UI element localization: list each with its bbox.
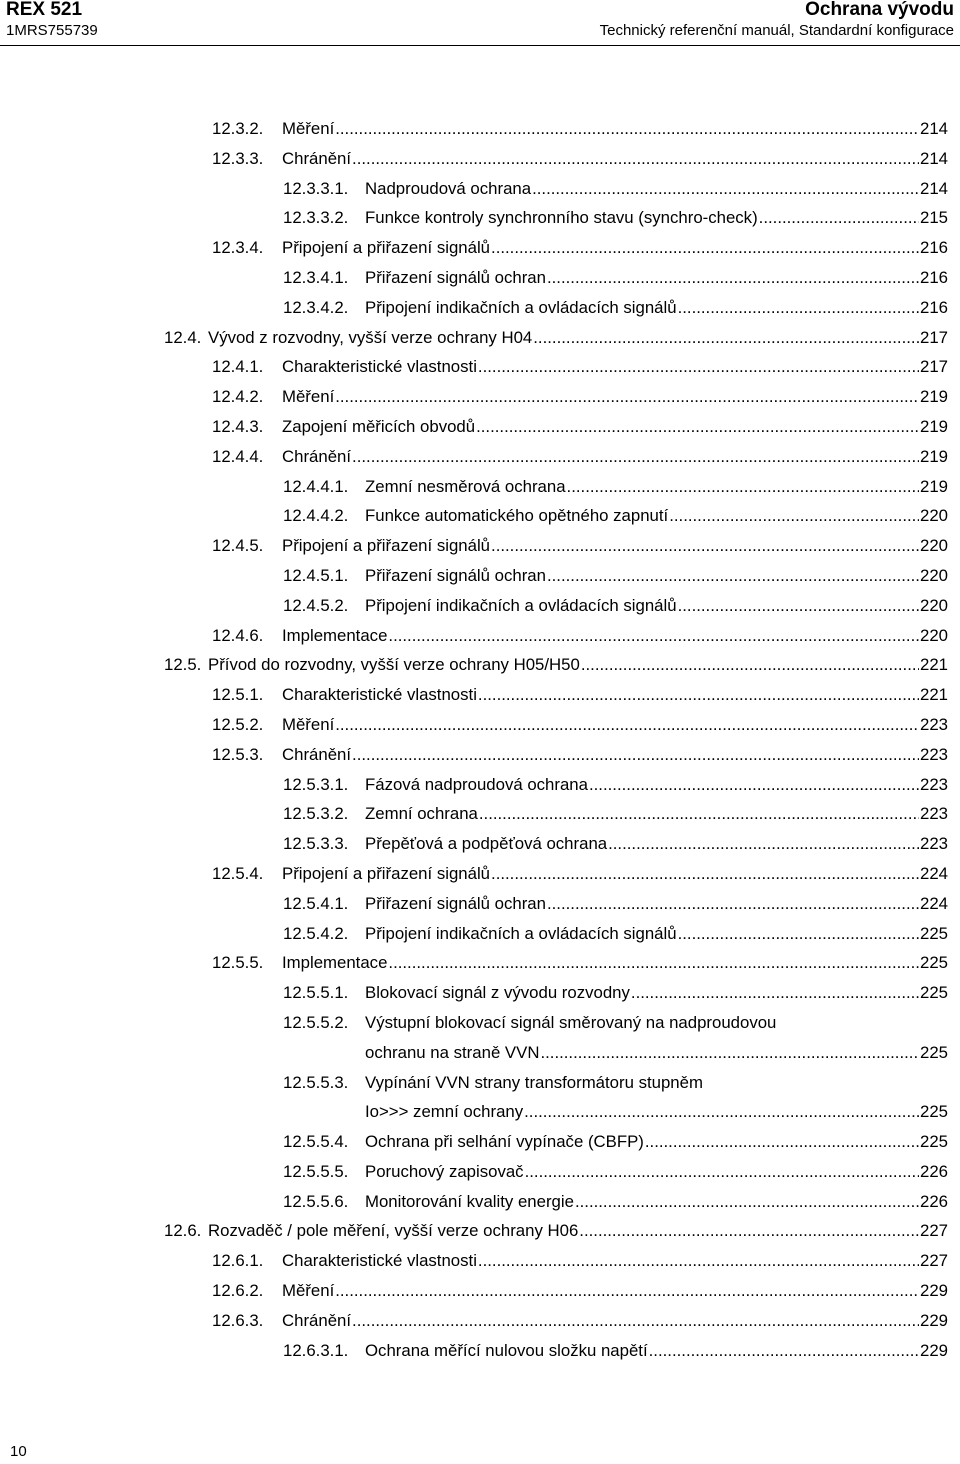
toc-leader-dots	[678, 293, 919, 323]
toc-leader-dots	[335, 382, 919, 412]
toc-entry[interactable]	[0, 382, 960, 412]
toc-entry-number: 12.5.3.3.	[283, 834, 349, 854]
toc-entry[interactable]	[0, 710, 960, 740]
toc-leader-dots	[547, 263, 919, 293]
toc-entry[interactable]	[0, 442, 960, 472]
toc-entry-number: 12.6.	[164, 1221, 202, 1241]
toc-entry[interactable]	[0, 1157, 960, 1187]
toc-entry-title: Připojení a přiřazení signálů	[282, 536, 491, 556]
toc-entry-title: Funkce kontroly synchronního stavu (synchro-check)	[365, 208, 758, 228]
toc-entry[interactable]	[0, 263, 960, 293]
toc-entry[interactable]	[0, 174, 960, 204]
toc-entry-continuation[interactable]	[0, 1038, 960, 1068]
toc-entry-page: 227	[920, 1221, 948, 1241]
toc-leader-dots	[759, 203, 919, 233]
toc-entry[interactable]	[0, 770, 960, 800]
toc-entry[interactable]	[0, 114, 960, 144]
toc-leader-dots	[581, 650, 919, 680]
document-id: 1MRS755739	[6, 22, 98, 39]
toc-leader-dots	[547, 889, 919, 919]
toc-entry[interactable]	[0, 919, 960, 949]
toc-entry[interactable]	[0, 799, 960, 829]
toc-entry-number: 12.4.3.	[212, 416, 264, 436]
toc-leader-dots	[532, 174, 919, 204]
toc-leader-dots	[478, 1246, 919, 1276]
toc-entry-page: 219	[920, 476, 948, 496]
toc-entry-page: 226	[920, 1161, 948, 1181]
toc-entry-title: Zemní ochrana	[365, 804, 478, 824]
toc-entry[interactable]	[0, 859, 960, 889]
toc-entry-continuation[interactable]	[0, 1097, 960, 1127]
toc-entry-title: Přepěťová a podpěťová ochrana	[365, 834, 608, 854]
toc-entry[interactable]	[0, 1306, 960, 1336]
section-title: Ochrana vývodu	[805, 0, 954, 20]
toc-leader-dots	[352, 442, 919, 472]
toc-entry-page: 214	[920, 178, 948, 198]
toc-leader-dots	[524, 1097, 919, 1127]
toc-entry[interactable]	[0, 144, 960, 174]
toc-leader-dots	[352, 144, 919, 174]
toc-entry-title: Chránění	[282, 1310, 352, 1330]
toc-entry[interactable]	[0, 1246, 960, 1276]
toc-entry-number: 12.5.5.1.	[283, 983, 349, 1003]
toc-entry-title: Chránění	[282, 744, 352, 764]
toc-leader-dots	[669, 501, 919, 531]
toc-entry-page: 220	[920, 536, 948, 556]
toc-leader-dots	[533, 323, 919, 353]
toc-entry[interactable]	[0, 412, 960, 442]
toc-entry-number: 12.6.3.1.	[283, 1340, 349, 1360]
toc-entry-number: 12.5.5.2.	[283, 1012, 349, 1032]
toc-entry-title: Zemní nesměrová ochrana	[365, 476, 566, 496]
toc-entry[interactable]	[0, 1187, 960, 1217]
toc-entry-title: Připojení a přiřazení signálů	[282, 863, 491, 883]
toc-entry-number: 12.3.4.2.	[283, 297, 349, 317]
toc-leader-dots	[388, 948, 919, 978]
toc-entry-number: 12.4.4.1.	[283, 476, 349, 496]
toc-leader-dots	[631, 978, 919, 1008]
toc-entry-number: 12.5.5.	[212, 953, 264, 973]
toc-entry-page: 220	[920, 506, 948, 526]
toc-entry[interactable]	[0, 621, 960, 651]
toc-leader-dots	[540, 1038, 919, 1068]
toc-entry-title: Chránění	[282, 446, 352, 466]
toc-entry-number: 12.5.5.5.	[283, 1161, 349, 1181]
toc-entry-number: 12.5.1.	[212, 685, 264, 705]
toc-leader-dots	[589, 770, 919, 800]
toc-entry-title: Přiřazení signálů ochran	[365, 267, 546, 287]
toc-entry-number: 12.5.3.2.	[283, 804, 349, 824]
toc-entry-page: 223	[920, 714, 948, 734]
toc-entry-number: 12.5.3.	[212, 744, 264, 764]
toc-entry-title: Implementace	[282, 953, 388, 973]
toc-entry-number: 12.5.4.	[212, 863, 264, 883]
toc-entry-title: Přiřazení signálů ochran	[365, 893, 546, 913]
toc-entry[interactable]	[0, 352, 960, 382]
toc-entry-title: Monitorování kvality energie	[365, 1191, 574, 1211]
toc-entry-title: Měření	[282, 1281, 335, 1301]
toc-entry[interactable]	[0, 1276, 960, 1306]
toc-entry-number: 12.5.5.3.	[283, 1072, 349, 1092]
toc-entry-number: 12.3.3.	[212, 148, 264, 168]
toc-entry[interactable]	[0, 203, 960, 233]
toc-entry-page: 225	[920, 1042, 948, 1062]
toc-entry-number: 12.4.4.	[212, 446, 264, 466]
toc-entry-title: Rozvaděč / pole měření, vyšší verze ochrany H06	[208, 1221, 579, 1241]
table-of-contents	[0, 114, 960, 1365]
header-right	[600, 0, 954, 41]
toc-entry-number: 12.5.5.6.	[283, 1191, 349, 1211]
toc-entry-title: Připojení indikačních a ovládacích signálů	[365, 297, 677, 317]
toc-leader-dots	[678, 591, 919, 621]
toc-leader-dots	[579, 1216, 919, 1246]
toc-entry-page: 217	[920, 327, 948, 347]
toc-leader-dots	[645, 1127, 919, 1157]
toc-entry[interactable]	[0, 531, 960, 561]
toc-entry-title: Poruchový zapisovač	[365, 1161, 524, 1181]
toc-entry[interactable]	[0, 472, 960, 502]
toc-entry[interactable]	[0, 591, 960, 621]
toc-entry-title: Funkce automatického opětného zapnutí	[365, 506, 669, 526]
toc-entry[interactable]	[0, 680, 960, 710]
product-name: REX 521	[6, 0, 83, 20]
toc-entry-title: Výstupní blokovací signál směrovaný na nadproudovou	[365, 1012, 777, 1032]
toc-entry-page: 221	[920, 655, 948, 675]
toc-entry-title: Chránění	[282, 148, 352, 168]
toc-entry-title: Připojení indikačních a ovládacích signálů	[365, 595, 677, 615]
toc-leader-dots	[525, 1157, 919, 1187]
toc-leader-dots	[352, 1306, 919, 1336]
toc-leader-dots	[388, 621, 919, 651]
toc-entry-page: 219	[920, 416, 948, 436]
toc-entry-number: 12.6.3.	[212, 1310, 264, 1330]
toc-entry[interactable]	[0, 561, 960, 591]
toc-entry-title: Vypínání VVN strany transformátoru stupněm	[365, 1072, 703, 1092]
document-subtitle: Technický referenční manuál, Standardní konfigurace	[599, 22, 954, 39]
header-left	[6, 0, 98, 41]
toc-entry-page: 219	[920, 446, 948, 466]
toc-entry-page: 223	[920, 804, 948, 824]
toc-entry[interactable]	[0, 1068, 960, 1098]
toc-entry-page: 223	[920, 774, 948, 794]
toc-entry-number: 12.5.3.1.	[283, 774, 349, 794]
toc-entry-number: 12.3.3.2.	[283, 208, 349, 228]
toc-entry-page: 225	[920, 983, 948, 1003]
toc-entry[interactable]	[0, 829, 960, 859]
toc-entry-page: 214	[920, 119, 948, 138]
toc-entry-title: Blokovací signál z vývodu rozvodny	[365, 983, 630, 1003]
toc-entry-page: 225	[920, 923, 948, 943]
toc-entry-title-continuation: ochranu na straně VVN	[365, 1042, 540, 1062]
toc-leader-dots	[491, 859, 919, 889]
toc-entry-number: 12.5.	[164, 655, 202, 675]
toc-leader-dots	[478, 680, 919, 710]
toc-leader-dots	[678, 919, 919, 949]
toc-entry-number: 12.5.4.2.	[283, 923, 349, 943]
toc-entry-page: 225	[920, 953, 948, 973]
toc-entry-page: 220	[920, 625, 948, 645]
header-divider	[0, 45, 960, 46]
toc-entry-page: 223	[920, 834, 948, 854]
toc-leader-dots	[476, 412, 919, 442]
toc-entry-page: 229	[920, 1340, 948, 1360]
toc-leader-dots	[491, 531, 919, 561]
toc-entry-page: 217	[920, 357, 948, 377]
toc-entry[interactable]	[0, 1336, 960, 1366]
toc-leader-dots	[649, 1336, 919, 1366]
toc-entry[interactable]	[0, 1008, 960, 1038]
toc-entry-title: Měření	[282, 714, 335, 734]
toc-entry-number: 12.4.	[164, 327, 202, 347]
toc-entry[interactable]	[0, 650, 960, 680]
toc-entry-page: 219	[920, 387, 948, 407]
toc-entry-title: Implementace	[282, 625, 388, 645]
toc-entry-number: 12.3.4.	[212, 238, 264, 258]
toc-entry-number: 12.4.6.	[212, 625, 264, 645]
toc-entry-number: 12.4.5.	[212, 536, 264, 556]
toc-entry-page: 215	[920, 208, 948, 228]
toc-entry-page: 225	[920, 1132, 948, 1152]
toc-entry-page: 216	[920, 297, 948, 317]
toc-leader-dots	[547, 561, 919, 591]
toc-entry-number: 12.4.4.2.	[283, 506, 349, 526]
toc-entry-page: 220	[920, 595, 948, 615]
toc-entry-page: 216	[920, 267, 948, 287]
toc-entry-title: Fázová nadproudová ochrana	[365, 774, 588, 794]
toc-leader-dots	[352, 740, 919, 770]
toc-entry-title: Charakteristické vlastnosti	[282, 685, 477, 705]
toc-entry-title: Zapojení měřicích obvodů	[282, 416, 476, 436]
toc-leader-dots	[479, 799, 919, 829]
toc-entry-title: Měření	[282, 387, 335, 407]
toc-leader-dots	[575, 1187, 919, 1217]
toc-leader-dots	[335, 114, 919, 144]
toc-entry-number: 12.3.3.1.	[283, 178, 349, 198]
toc-entry-title: Nadproudová ochrana	[365, 178, 532, 198]
toc-entry[interactable]	[0, 501, 960, 531]
toc-entry[interactable]	[0, 293, 960, 323]
toc-entry-page: 220	[920, 565, 948, 585]
toc-entry-number: 12.4.1.	[212, 357, 264, 377]
toc-entry-title: Charakteristické vlastnosti	[282, 357, 477, 377]
toc-entry[interactable]	[0, 948, 960, 978]
toc-entry[interactable]	[0, 233, 960, 263]
toc-entry-title: Ochrana při selhání vypínače (CBFP)	[365, 1132, 644, 1152]
toc-entry-number: 12.5.2.	[212, 714, 264, 734]
toc-entry-number: 12.4.5.2.	[283, 595, 349, 615]
toc-entry-page: 221	[920, 685, 948, 705]
toc-entry-title: Přívod do rozvodny, vyšší verze ochrany H05/H50	[208, 655, 580, 675]
toc-entry-page: 225	[920, 1102, 948, 1122]
toc-entry-title: Přiřazení signálů ochran	[365, 565, 546, 585]
toc-entry[interactable]	[0, 889, 960, 919]
toc-entry-page: 229	[920, 1310, 948, 1330]
toc-entry-number: 12.4.2.	[212, 387, 264, 407]
toc-entry-page: 216	[920, 238, 948, 258]
toc-entry-page: 229	[920, 1281, 948, 1301]
toc-entry-number: 12.5.5.4.	[283, 1132, 349, 1152]
page-number: 10	[10, 1443, 27, 1460]
toc-entry-title: Připojení indikačních a ovládacích signálů	[365, 923, 677, 943]
toc-entry[interactable]	[0, 1127, 960, 1157]
toc-entry-number: 12.4.5.1.	[283, 565, 349, 585]
toc-entry-title-continuation: Io>>> zemní ochrany	[365, 1102, 524, 1122]
toc-entry-page: 224	[920, 863, 948, 883]
toc-entry-number: 12.3.2.	[212, 119, 264, 138]
toc-entry-page: 224	[920, 893, 948, 913]
toc-entry[interactable]	[0, 1216, 960, 1246]
toc-leader-dots	[335, 710, 919, 740]
toc-entry[interactable]	[0, 740, 960, 770]
toc-entry-page: 214	[920, 148, 948, 168]
toc-entry[interactable]	[0, 323, 960, 353]
toc-entry-number: 12.3.4.1.	[283, 267, 349, 287]
toc-entry-title: Charakteristické vlastnosti	[282, 1251, 477, 1271]
toc-entry-title: Ochrana měřící nulovou složku napětí	[365, 1340, 648, 1360]
toc-entry-page: 226	[920, 1191, 948, 1211]
toc-entry-number: 12.5.4.1.	[283, 893, 349, 913]
toc-entry-title: Měření	[282, 119, 335, 138]
toc-leader-dots	[335, 1276, 919, 1306]
toc-entry[interactable]	[0, 978, 960, 1008]
toc-leader-dots	[567, 472, 919, 502]
toc-leader-dots	[608, 829, 919, 859]
toc-entry-page: 227	[920, 1251, 948, 1271]
toc-entry-title: Připojení a přiřazení signálů	[282, 238, 491, 258]
toc-entry-number: 12.6.2.	[212, 1281, 264, 1301]
toc-leader-dots	[491, 233, 919, 263]
toc-leader-dots	[478, 352, 919, 382]
toc-entry-number: 12.6.1.	[212, 1251, 264, 1271]
toc-entry-page: 223	[920, 744, 948, 764]
toc-entry-title: Vývod z rozvodny, vyšší verze ochrany H04	[208, 327, 533, 347]
